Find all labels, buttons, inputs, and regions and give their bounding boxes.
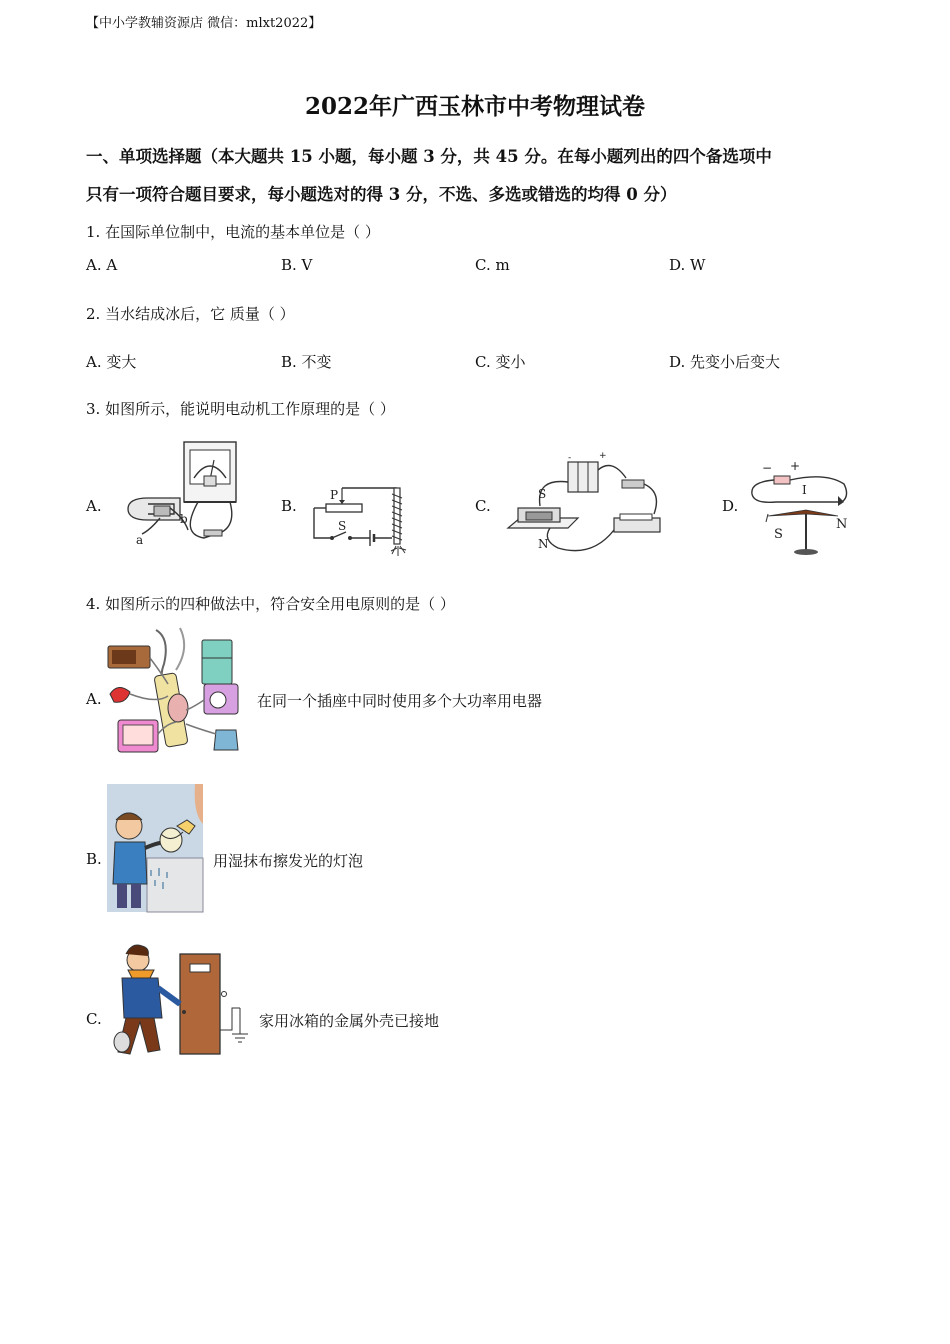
q2-option-a[interactable]: A. 变大 — [86, 353, 137, 371]
q3-fig-d-label-minus: − — [762, 461, 773, 475]
q3-figure-c-motor-circuit — [502, 448, 672, 560]
q3-figure-a-galvanometer — [120, 438, 245, 550]
q2-option-c[interactable]: C. 变小 — [475, 353, 526, 371]
q3-fig-d-label-n: N — [836, 517, 848, 532]
q1-option-c[interactable]: C. m — [475, 256, 510, 274]
q4-figure-c-grounded-fridge — [108, 942, 250, 1066]
header-note: 【中小学教辅资源店 微信：mlxt2022】 — [86, 16, 322, 31]
q3-fig-d-label-s: S — [774, 527, 783, 542]
q2-option-b[interactable]: B. 不变 — [281, 353, 332, 371]
q4-figure-a-overloaded-socket — [106, 624, 250, 758]
q3-fig-c-label-s: S — [538, 487, 547, 501]
section-heading-line1: 一、单项选择题（本大题共 15 小题，每小题 3 分，共 45 分。在每小题列出的四个备选项中 — [86, 147, 772, 166]
q4-option-b-label[interactable]: B. — [86, 850, 102, 868]
q4-option-c-label[interactable]: C. — [86, 1010, 102, 1028]
question-4-stem: 4. 如图所示的四种做法中，符合安全用电原则的是（ ） — [86, 595, 455, 613]
q3-option-c[interactable]: C. — [475, 497, 491, 515]
q1-option-d[interactable]: D. W — [669, 256, 706, 274]
q3-figure-d-oersted — [746, 456, 856, 560]
q3-fig-c-label-plus: + — [599, 451, 607, 461]
q3-fig-c-label-minus: - — [568, 453, 572, 463]
q3-option-a[interactable]: A. — [86, 497, 102, 515]
q4-option-a-text[interactable]: 在同一个插座中同时使用多个大功率用电器 — [257, 692, 543, 710]
q3-fig-d-label-i: I — [802, 483, 807, 497]
q4-figure-b-wet-cloth-bulb — [107, 784, 203, 912]
q4-option-c-text[interactable]: 家用冰箱的金属外壳已接地 — [259, 1012, 440, 1030]
q2-option-d[interactable]: D. 先变小后变大 — [669, 353, 781, 371]
q3-fig-b-label-p: P — [330, 488, 339, 502]
q4-option-a-label[interactable]: A. — [86, 690, 102, 708]
section-heading-line2: 只有一项符合题目要求，每小题选对的得 3 分，不选、多选或错选的均得 0 分） — [86, 185, 677, 204]
q3-option-d[interactable]: D. — [722, 497, 739, 515]
question-1-stem: 1. 在国际单位制中，电流的基本单位是（ ） — [86, 223, 380, 241]
q3-fig-c-label-n: N — [538, 537, 549, 551]
question-2-stem: 2. 当水结成冰后，它 质量（ ） — [86, 305, 295, 323]
q1-option-b[interactable]: B. V — [281, 256, 313, 274]
q3-fig-a-label-b: b — [180, 512, 188, 526]
q3-fig-a-label-a: a — [136, 533, 144, 547]
q3-figure-b-electromagnet — [304, 480, 424, 560]
page-title: 2022年广西玉林市中考物理试卷 — [304, 93, 645, 120]
q3-fig-b-label-s: S — [338, 519, 347, 533]
q3-option-b[interactable]: B. — [281, 497, 297, 515]
question-3-stem: 3. 如图所示，能说明电动机工作原理的是（ ） — [86, 400, 395, 418]
q1-option-a[interactable]: A. A — [86, 256, 118, 274]
q4-option-b-text[interactable]: 用湿抹布擦发光的灯泡 — [213, 852, 364, 870]
q3-fig-d-label-plus: + — [790, 459, 801, 473]
